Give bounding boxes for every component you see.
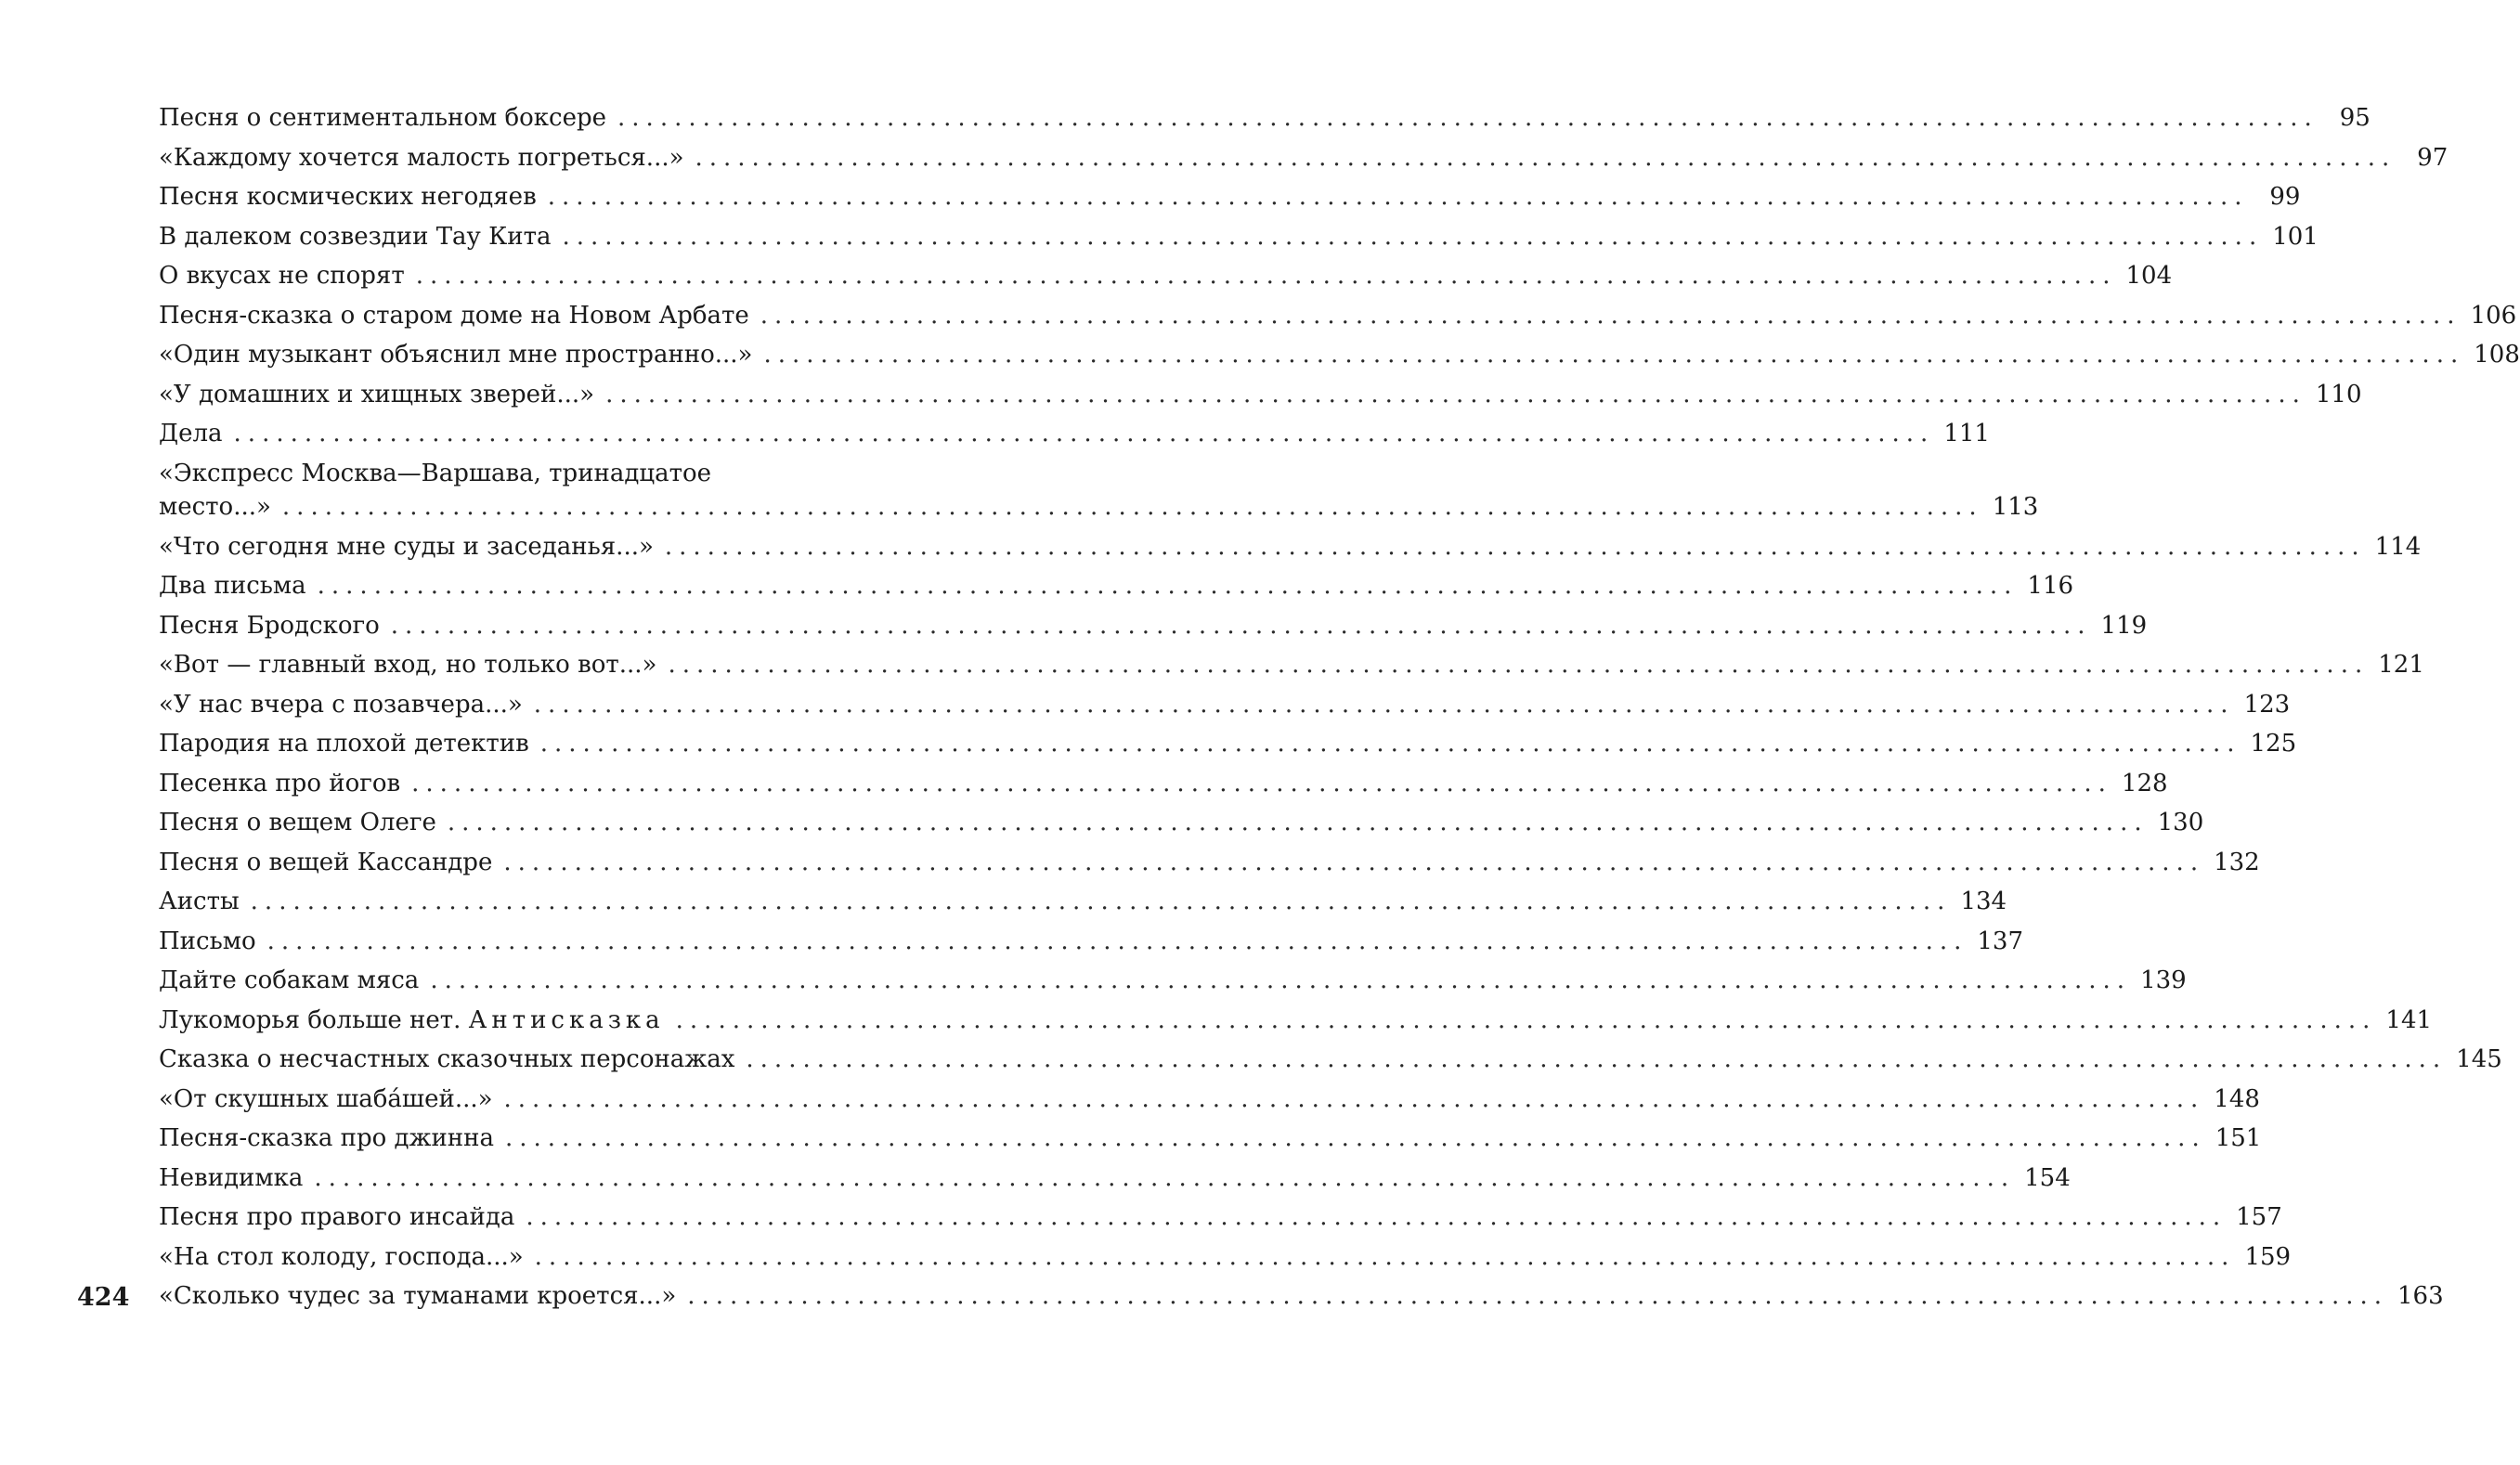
toc-entry-title: Песня-сказка про джинна [159,1124,494,1152]
toc-entry-page: 125 [2250,730,2297,758]
dot-leader: ........................................................................................................................ [668,651,2370,679]
dot-leader: ........................................................................................................................ [533,690,2235,719]
toc-entry-title: Песня Бродского [159,611,380,640]
toc-entry [159,454,2039,527]
dot-leader: ........................................................................................................................ [547,183,2249,211]
toc-entry-title: Песенка про йогов [159,769,401,797]
dot-leader: ........................................................................................................................ [233,420,1935,447]
toc-entry-title: Дайте собакам мяса [159,966,420,994]
toc-entry-title: Песня-сказка о старом доме на Новом Арбате [159,301,749,330]
dot-leader: ........................................................................................................................ [746,1045,2448,1073]
dot-leader: ........................................................................................................................ [503,848,2205,876]
toc-entry-title: «От скушных шаба́шей...» [159,1084,493,1113]
toc-entry-page: 157 [2236,1203,2282,1231]
toc-entry-continuation [159,487,2039,527]
toc-entry [159,414,1990,454]
toc-entry-title: «Каждому хочется малость погреться...» [159,143,684,172]
toc-entry-page: 116 [2027,572,2074,600]
toc-entry-title: «Сколько чудес за туманами кроется...» [159,1282,677,1310]
dot-leader: ........................................................................................................................ [504,1124,2206,1152]
toc-entry-title: «У нас вчера с позавчера...» [159,690,523,719]
toc-entry-title: Аисты [159,888,240,915]
dot-leader: ........................................................................................................................ [266,927,1968,955]
toc-entry-page: 141 [2385,1005,2433,1034]
toc-entry-page: 134 [1960,888,2007,915]
toc-entry [159,803,2204,843]
dot-leader: ........................................................................................................................ [411,769,2112,797]
toc-entry-page: 148 [2214,1084,2260,1113]
toc-entry [159,724,2297,764]
dot-leader: ........................................................................................................................ [664,532,2366,561]
toc-entry [159,685,2291,725]
toc-entry-subtitle: Антисказка [468,1005,665,1034]
toc-entry [159,296,2517,336]
toc-entry [159,527,2422,567]
toc-entry-title-main: Лукоморья больше нет. [159,1005,461,1034]
dot-leader: ........................................................................................................................ [687,1282,2389,1310]
toc-entry-title-continued: место...» [159,492,271,521]
toc-entry-page: 145 [2456,1045,2502,1073]
dot-leader: ........................................................................................................................ [763,341,2465,369]
toc-entry [159,1198,2282,1238]
toc-entry [159,882,2007,922]
toc-entry [159,256,2173,296]
dot-leader: ........................................................................................................................ [250,888,1952,915]
toc-entry [159,177,2301,217]
toc-entry-title: Сказка о несчастных сказочных персонажах [159,1045,735,1073]
page-number: 424 [77,1283,130,1312]
toc-entry-title: «Экспресс Москва—Варшава, тринадцатое [159,459,712,487]
toc-entry-page: 106 [2470,301,2517,330]
toc-entry-title: Песня о сентиментальном боксере [159,104,607,132]
toc-entry-page: 95 [2339,104,2371,132]
toc-entry [159,335,2520,375]
dot-leader: ........................................................................................................................ [430,966,2132,994]
toc-entry-page: 104 [2125,262,2173,290]
toc-entry [159,98,2371,138]
toc-entry-title: Дела [159,420,223,447]
toc-entry [159,645,2424,685]
dot-leader: ........................................................................................................................ [526,1203,2228,1231]
toc-entry [159,566,2074,606]
toc-entry-title: Пародия на плохой детектив [159,730,529,758]
toc-entry [159,961,2187,1001]
toc-entry-page: 108 [2474,341,2520,369]
dot-leader: ........................................................................................................................ [534,1242,2236,1271]
toc-entry [159,843,2260,883]
toc-entry-page: 128 [2121,769,2168,797]
toc-entry-page: 119 [2100,611,2148,640]
toc-entry-page: 114 [2374,532,2422,561]
dot-leader: ........................................................................................................................ [605,380,2306,408]
toc-entry-title: Песня про правого инсайда [159,1203,515,1231]
toc-entry-page: 97 [2417,143,2449,172]
toc-entry-page: 110 [2315,380,2362,408]
toc-entry-title: Песня о вещем Олеге [159,809,436,836]
dot-leader: ........................................................................................................................ [617,104,2319,132]
toc-entry [159,1159,2071,1199]
toc-entry-page: 111 [1943,420,1990,447]
toc-entry-title: Песня космических негодяев [159,183,537,211]
toc-entry [159,1238,2292,1277]
dot-leader: ........................................................................................................................ [317,572,2019,600]
toc-entry-title: Письмо [159,927,256,955]
toc-entry-title: Песня о вещей Кассандре [159,848,493,876]
toc-entry-page: 159 [2244,1242,2292,1271]
toc-entry [159,1001,2433,1041]
toc-entry-page: 123 [2243,690,2291,719]
toc-entry [159,217,2319,257]
toc-entry-title: «Вот — главный вход, но только вот...» [159,651,657,679]
toc-entry [159,375,2362,415]
dot-leader: ........................................................................................................................ [281,492,1983,521]
toc-entry-title: О вкусах не спорят [159,262,405,290]
dot-leader: ........................................................................................................................ [390,611,2092,640]
toc-entry-page: 113 [1992,492,2039,521]
toc-entry [159,922,2024,962]
toc-entry-title: Невидимка [159,1163,304,1192]
toc-entry [159,1080,2260,1120]
dot-leader: ........................................................................................................................ [447,809,2149,836]
toc-entry [159,606,2148,646]
toc-entry-page: 154 [2024,1163,2071,1192]
toc-entry-title: «Что сегодня мне суды и заседанья...» [159,532,654,561]
toc-entry-title: «Один музыкант объяснил мне пространно...» [159,341,753,369]
dot-leader: ........................................................................................................................ [415,262,2117,290]
toc-entry-page: 139 [2140,966,2187,994]
dot-leader: ........................................................................................................................ [503,1084,2205,1113]
toc-entry-page: 101 [2272,222,2319,251]
dot-leader: ........................................................................................................................ [314,1163,2016,1192]
dot-leader: ........................................................................................................................ [760,301,2462,330]
dot-leader: ........................................................................................................................ [695,143,2397,172]
toc-entry-page: 121 [2378,651,2424,679]
table-of-contents [159,98,2520,1316]
toc-entry-page: 99 [2269,183,2301,211]
toc-entry [159,1040,2502,1080]
toc-entry-page: 163 [2397,1282,2444,1310]
toc-entry-title: «У домашних и хищных зверей...» [159,380,595,408]
toc-entry [159,1119,2262,1159]
toc-entry-page: 151 [2215,1124,2262,1152]
toc-entry-page: 132 [2214,848,2260,876]
dot-leader: ........................................................................................................................ [539,730,2241,758]
toc-entry-title: «На стол колоду, господа...» [159,1242,524,1271]
dot-leader: ........................................................................................................................ [562,222,2264,251]
toc-entry [159,764,2168,804]
toc-entry-title [159,1001,665,1041]
toc-entry-page: 137 [1977,927,2024,955]
toc-entry-title: Два письма [159,572,306,600]
toc-entry [159,138,2449,178]
toc-entry [159,1277,2444,1316]
dot-leader: ........................................................................................................................ [675,1005,2377,1034]
toc-entry-page: 130 [2157,809,2204,836]
toc-entry-title: В далеком созвездии Тау Кита [159,222,552,251]
